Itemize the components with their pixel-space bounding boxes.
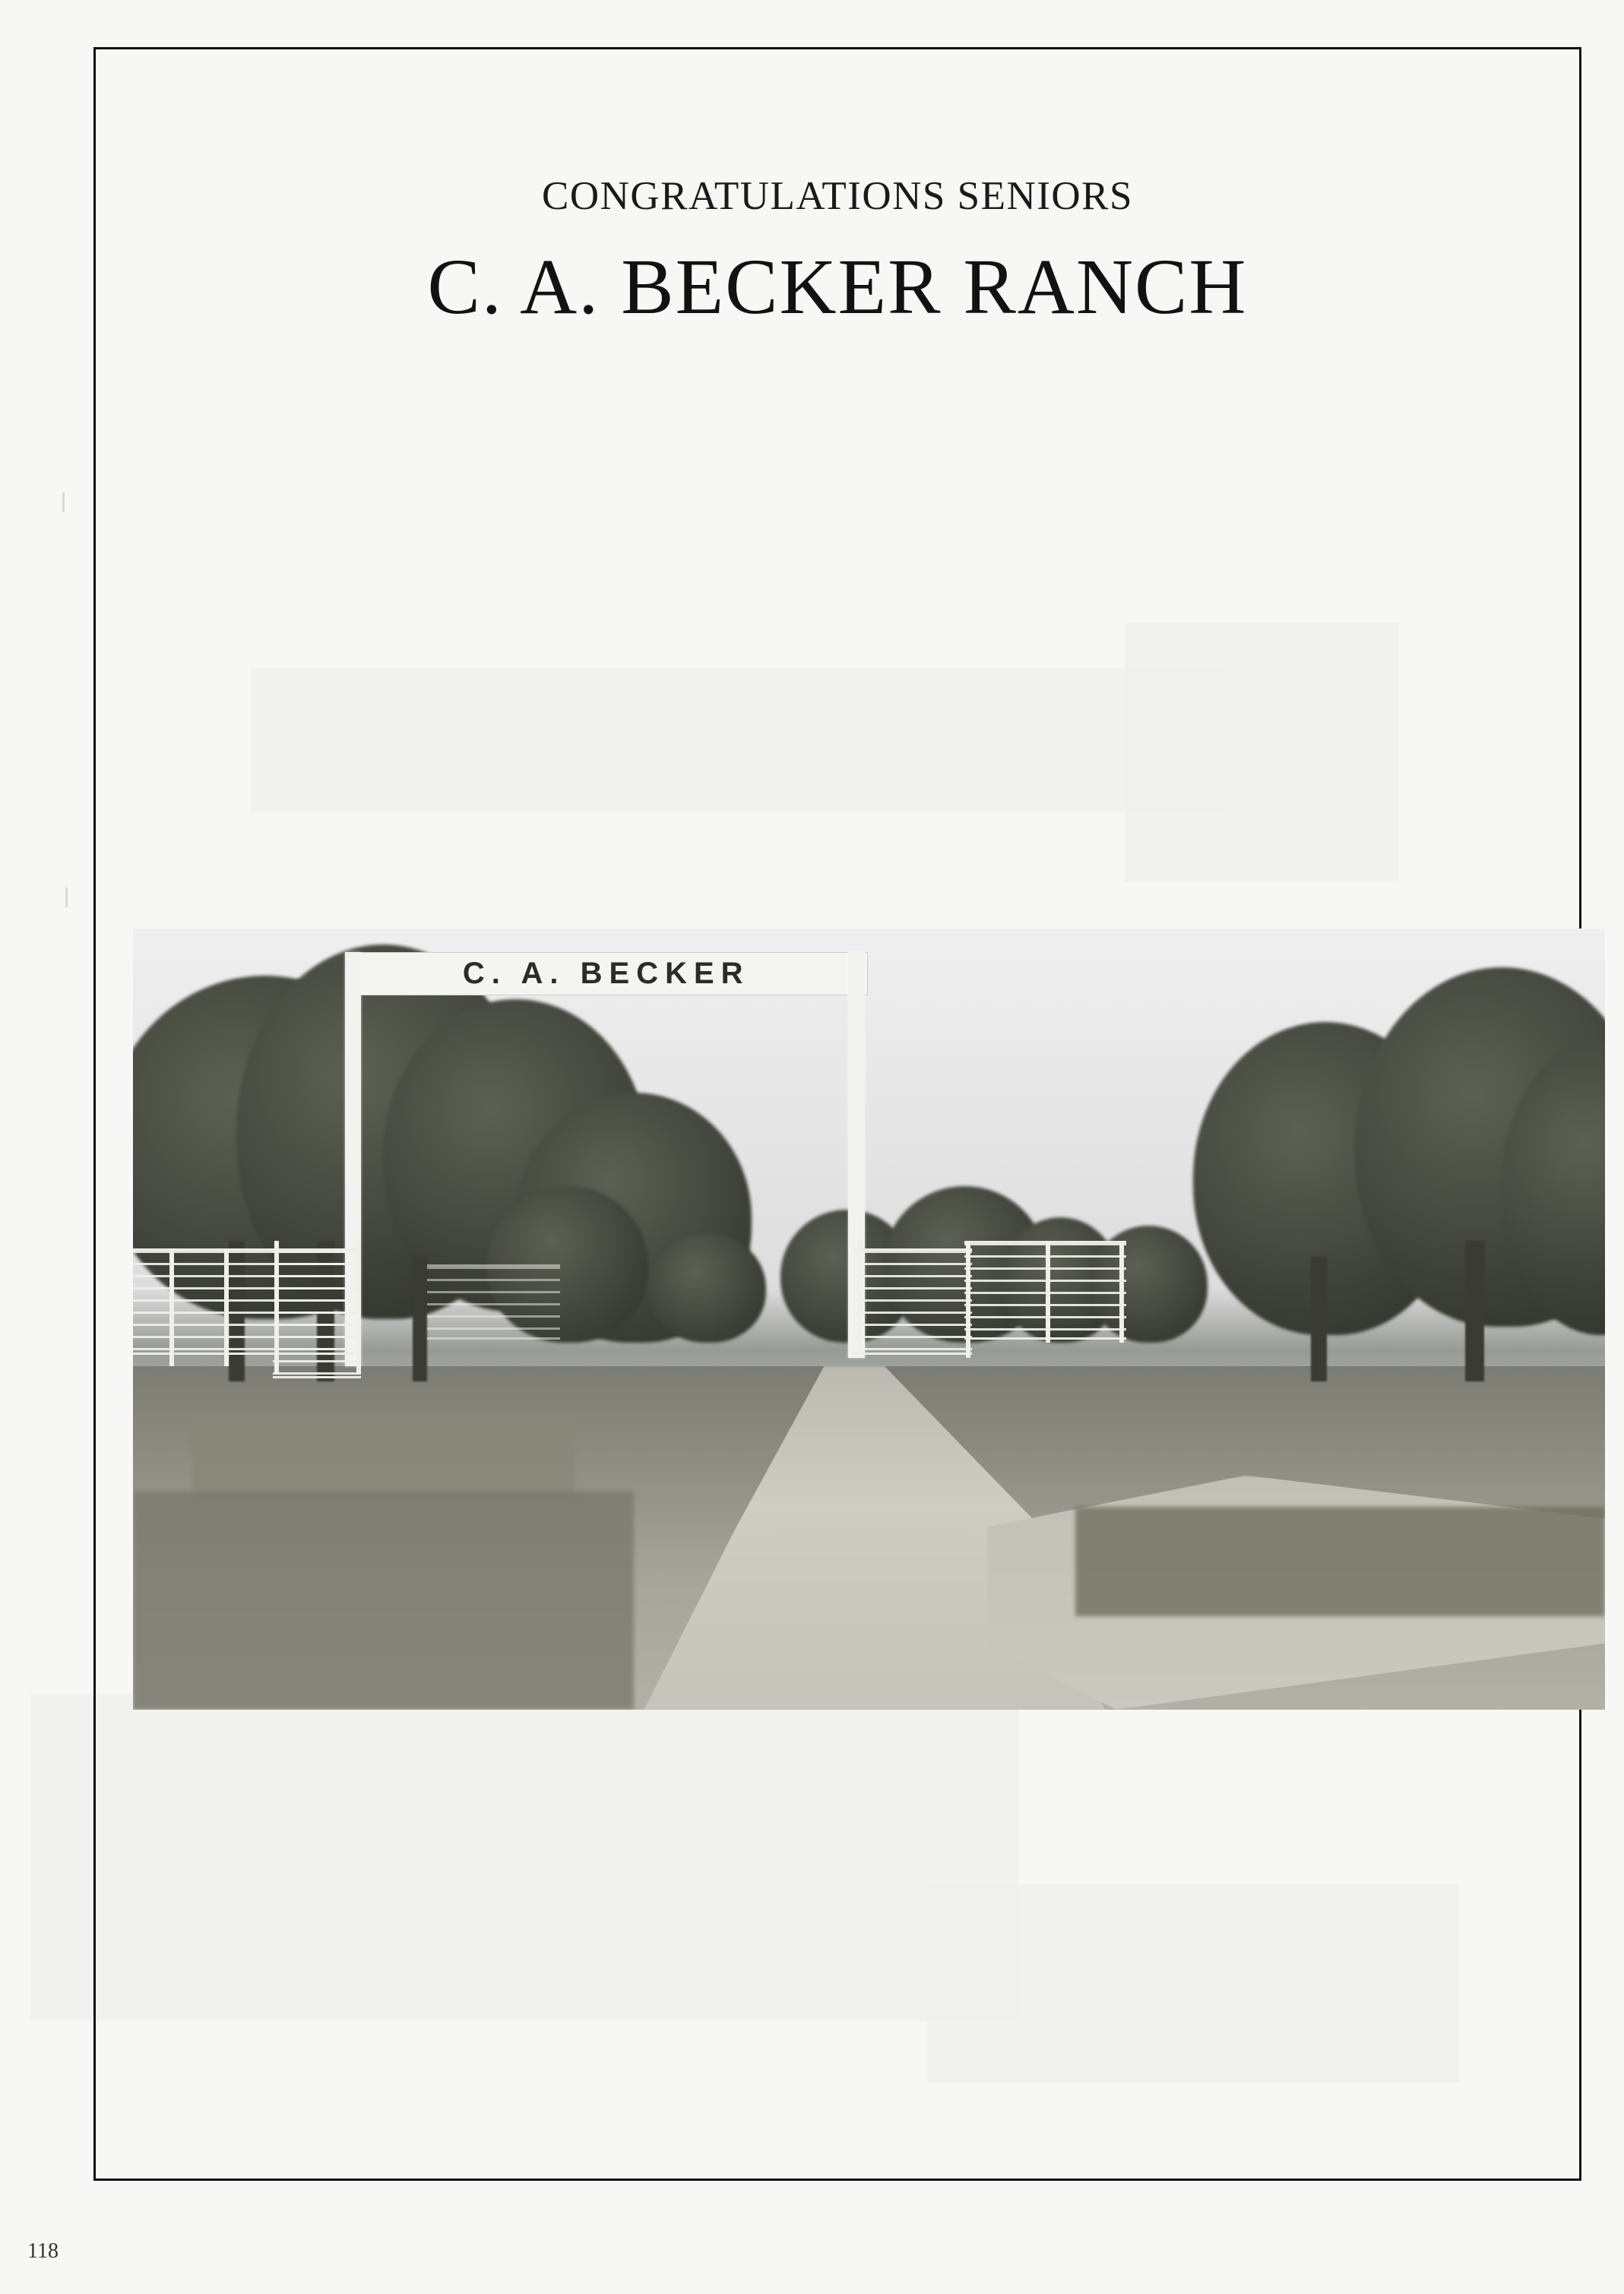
- photo-tree-trunk: [413, 1257, 427, 1381]
- wire-fence-middle: [427, 1264, 559, 1340]
- fence-post: [1046, 1241, 1050, 1343]
- scan-edge-mark: [65, 888, 68, 907]
- fence-post: [169, 1248, 174, 1365]
- pipe-gate-left: [273, 1248, 361, 1378]
- fence-post: [224, 1248, 229, 1365]
- photo-tree: [648, 1233, 766, 1343]
- photo-grass-patch: [1075, 1507, 1605, 1616]
- fence-post: [1119, 1241, 1124, 1343]
- scan-edge-mark: [62, 492, 65, 512]
- fence-post: [966, 1241, 970, 1358]
- photo-grass-patch: [133, 1491, 634, 1710]
- fence-post: [356, 1241, 361, 1374]
- business-name-heading: C. A. BECKER RANCH: [427, 243, 1248, 331]
- photo-tree-trunk: [1465, 1241, 1484, 1381]
- congratulations-heading: CONGRATULATIONS SENIORS: [541, 174, 1134, 218]
- ranch-entrance-photo: [133, 929, 1605, 1710]
- gate-sign-text: C. A. BECKER: [462, 957, 750, 991]
- photo-tree-trunk: [1311, 1257, 1327, 1381]
- fence-post: [857, 1241, 862, 1358]
- fence-post: [274, 1241, 279, 1374]
- page-number: 118: [27, 2239, 59, 2263]
- pipe-gate-right: [854, 1248, 972, 1355]
